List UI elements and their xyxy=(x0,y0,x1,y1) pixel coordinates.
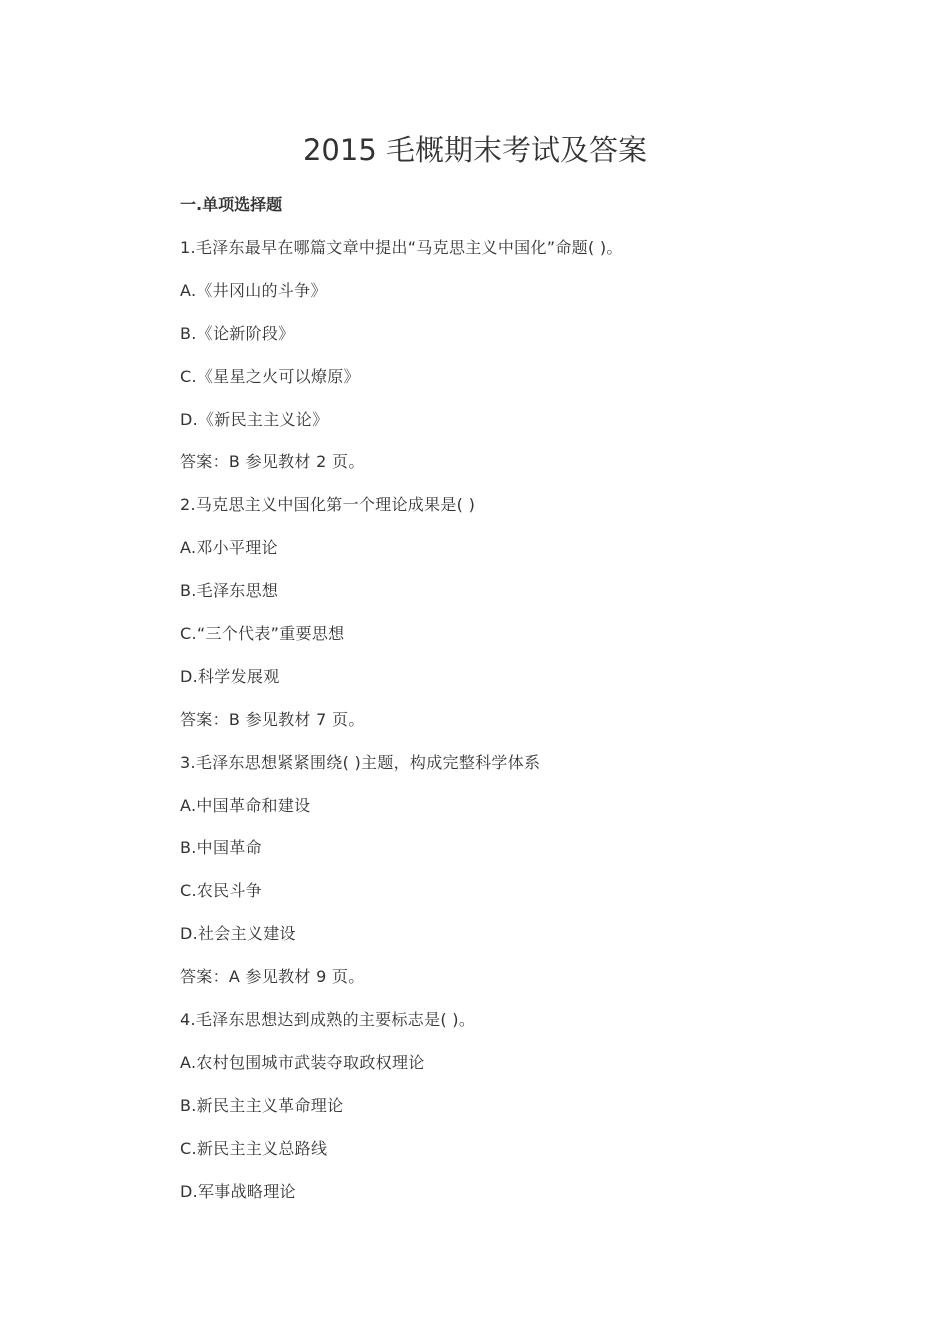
answer-line: 答案：B 参见教材 7 页。 xyxy=(180,709,365,729)
option-line: A.《井冈山的斗争》 xyxy=(180,280,327,300)
question-line: 2.马克思主义中国化第一个理论成果是( ) xyxy=(180,495,476,515)
answer-line: 答案：A 参见教材 9 页。 xyxy=(180,967,365,987)
option-line: B.新民主主义革命理论 xyxy=(180,1095,344,1115)
question-line: 1.毛泽东最早在哪篇文章中提出“马克思主义中国化”命题( )。 xyxy=(180,238,623,257)
option-line: B.毛泽东思想 xyxy=(180,581,279,601)
option-line: B.《论新阶段》 xyxy=(180,323,295,343)
option-line: B.中国革命 xyxy=(180,838,262,858)
option-line: C.农民斗争 xyxy=(180,881,263,901)
option-line: D.社会主义建设 xyxy=(180,924,296,944)
option-line: C.《星星之火可以燎原》 xyxy=(180,366,360,386)
option-line: D.科学发展观 xyxy=(180,666,280,686)
answer-line: 答案：B 参见教材 2 页。 xyxy=(180,452,365,472)
option-line: A.农村包围城市武装夺取政权理论 xyxy=(180,1052,425,1072)
option-line: D.军事战略理论 xyxy=(180,1181,296,1201)
question-line: 4.毛泽东思想达到成熟的主要标志是( )。 xyxy=(180,1010,476,1030)
option-line: A.邓小平理论 xyxy=(180,538,278,558)
option-line: A.中国革命和建设 xyxy=(180,795,311,815)
document-title: 2015 毛概期末考试及答案 xyxy=(302,133,648,167)
question-line: 3.毛泽东思想紧紧围绕( )主题，构成完整科学体系 xyxy=(180,752,541,772)
option-line: D.《新民主主义论》 xyxy=(180,409,329,429)
option-line: C.新民主主义总路线 xyxy=(180,1138,328,1158)
question-list xyxy=(180,236,880,1222)
option-line: C.“三个代表”重要思想 xyxy=(180,624,345,644)
section-heading: 一.单项选择题 xyxy=(180,195,283,214)
